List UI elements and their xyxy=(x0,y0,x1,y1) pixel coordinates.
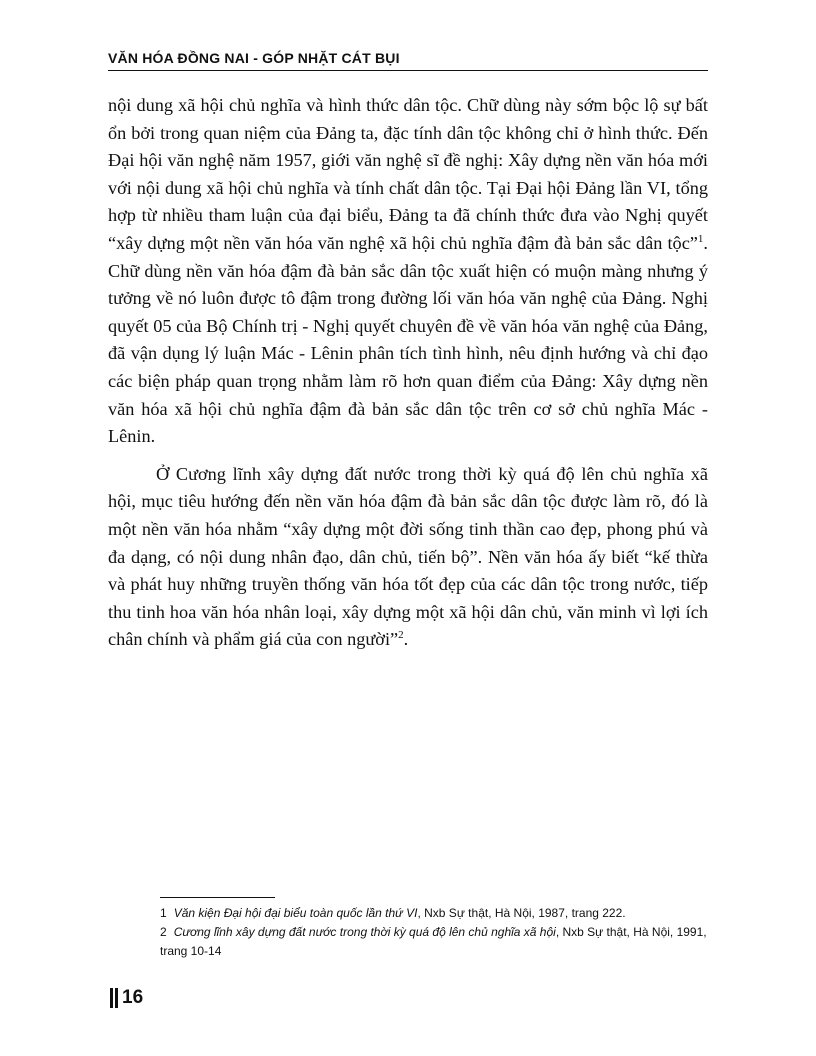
page-number-text: 16 xyxy=(122,987,144,1008)
paragraph-2 xyxy=(108,461,708,654)
footnote-2-title: Cương lĩnh xây dựng đất nước trong thời kỳ quá độ lên chủ nghĩa xã hội xyxy=(173,925,556,939)
footnote-1-rest: , Nxb Sự thật, Hà Nội, 1987, trang 222. xyxy=(417,906,626,920)
footnote-ref-2: 2 xyxy=(398,629,404,642)
running-header xyxy=(108,50,708,66)
footnote-2-rest: , Nxb Sự thật, Hà Nội, 1991, trang 10-14 xyxy=(160,925,707,958)
footnote-ref-1: 1 xyxy=(697,232,704,245)
paragraph-1-text-b: . Chữ dùng nền văn hóa đậm đà bản sắc dân tộc xuất hiện có muộn màng nhưng ý tưởng về nó luôn được tô đậm trong đường lối văn hóa văn nghệ của Đảng. Nghị quyết 05 của Bộ Chính trị - Nghị quyết chuyên đề về văn hóa văn nghệ của Đảng, đã vận dụng lý luận Mác - Lênin phân tích tình hình, nêu định hướng và chỉ đạo các biện pháp quan trọng nhằm làm rõ hơn quan điểm của Đảng: Xây dựng nền văn hóa xã hội chủ nghĩa đậm đà bản sắc dân tộc trên cơ sở chủ nghĩa Mác - Lênin. xyxy=(108,232,708,447)
page-number-bars-icon xyxy=(110,988,118,1008)
footnote-1-number: 1 xyxy=(160,906,167,920)
body-text xyxy=(108,92,708,654)
footnote-2 xyxy=(160,923,708,961)
page-number xyxy=(110,986,143,1010)
paragraph-1 xyxy=(108,92,708,451)
footnote-rule xyxy=(160,897,275,898)
paragraph-1-text-a: nội dung xã hội chủ nghĩa và hình thức dân tộc. Chữ dùng này sớm bộc lộ sự bất ổn bởi trong quan niệm của Đảng ta, đặc tính dân tộc không chỉ ở hình thức. Đến Đại hội văn nghệ năm 1957, giới văn nghệ sĩ đề nghị: Xây dựng nền văn hóa mới với nội dung xã hội chủ nghĩa và tính chất dân tộc. Tại Đại hội Đảng lần VI, tổng hợp từ nhiều tham luận của đại biểu, Đảng ta đã chính thức đưa vào Nghị quyết “xây dựng một nền văn hóa văn nghệ xã hội chủ nghĩa đậm đà bản sắc dân tộc” xyxy=(108,95,708,253)
footnote-1-title: Văn kiện Đại hội đại biểu toàn quốc lần thứ VI xyxy=(173,906,418,920)
paragraph-2-text-a: Ở Cương lĩnh xây dựng đất nước trong thời kỳ quá độ lên chủ nghĩa xã hội, mục tiêu hướng đến nền văn hóa đậm đà bản sắc dân tộc được làm rõ, đó là một nền văn hóa nhằm “xây dựng một đời sống tinh thần cao đẹp, phong phú và đa dạng, có nội dung nhân đạo, dân chủ, tiến bộ”. Nền văn hóa ấy biết “kế thừa và phát huy những truyền thống văn hóa tốt đẹp của các dân tộc trong nước, tiếp thu tinh hoa văn hóa nhân loại, xây dựng một xã hội dân chủ, văn minh vì lợi ích chân chính và phẩm giá của con người” xyxy=(108,463,708,650)
footnotes xyxy=(160,904,708,961)
running-title: VĂN HÓA ĐỒNG NAI - GÓP NHẶT CÁT BỤI xyxy=(108,50,400,66)
footnote-1 xyxy=(160,904,708,923)
header-rule xyxy=(108,70,708,71)
footnote-2-number: 2 xyxy=(160,925,167,939)
paragraph-2-text-b: . xyxy=(403,629,409,650)
